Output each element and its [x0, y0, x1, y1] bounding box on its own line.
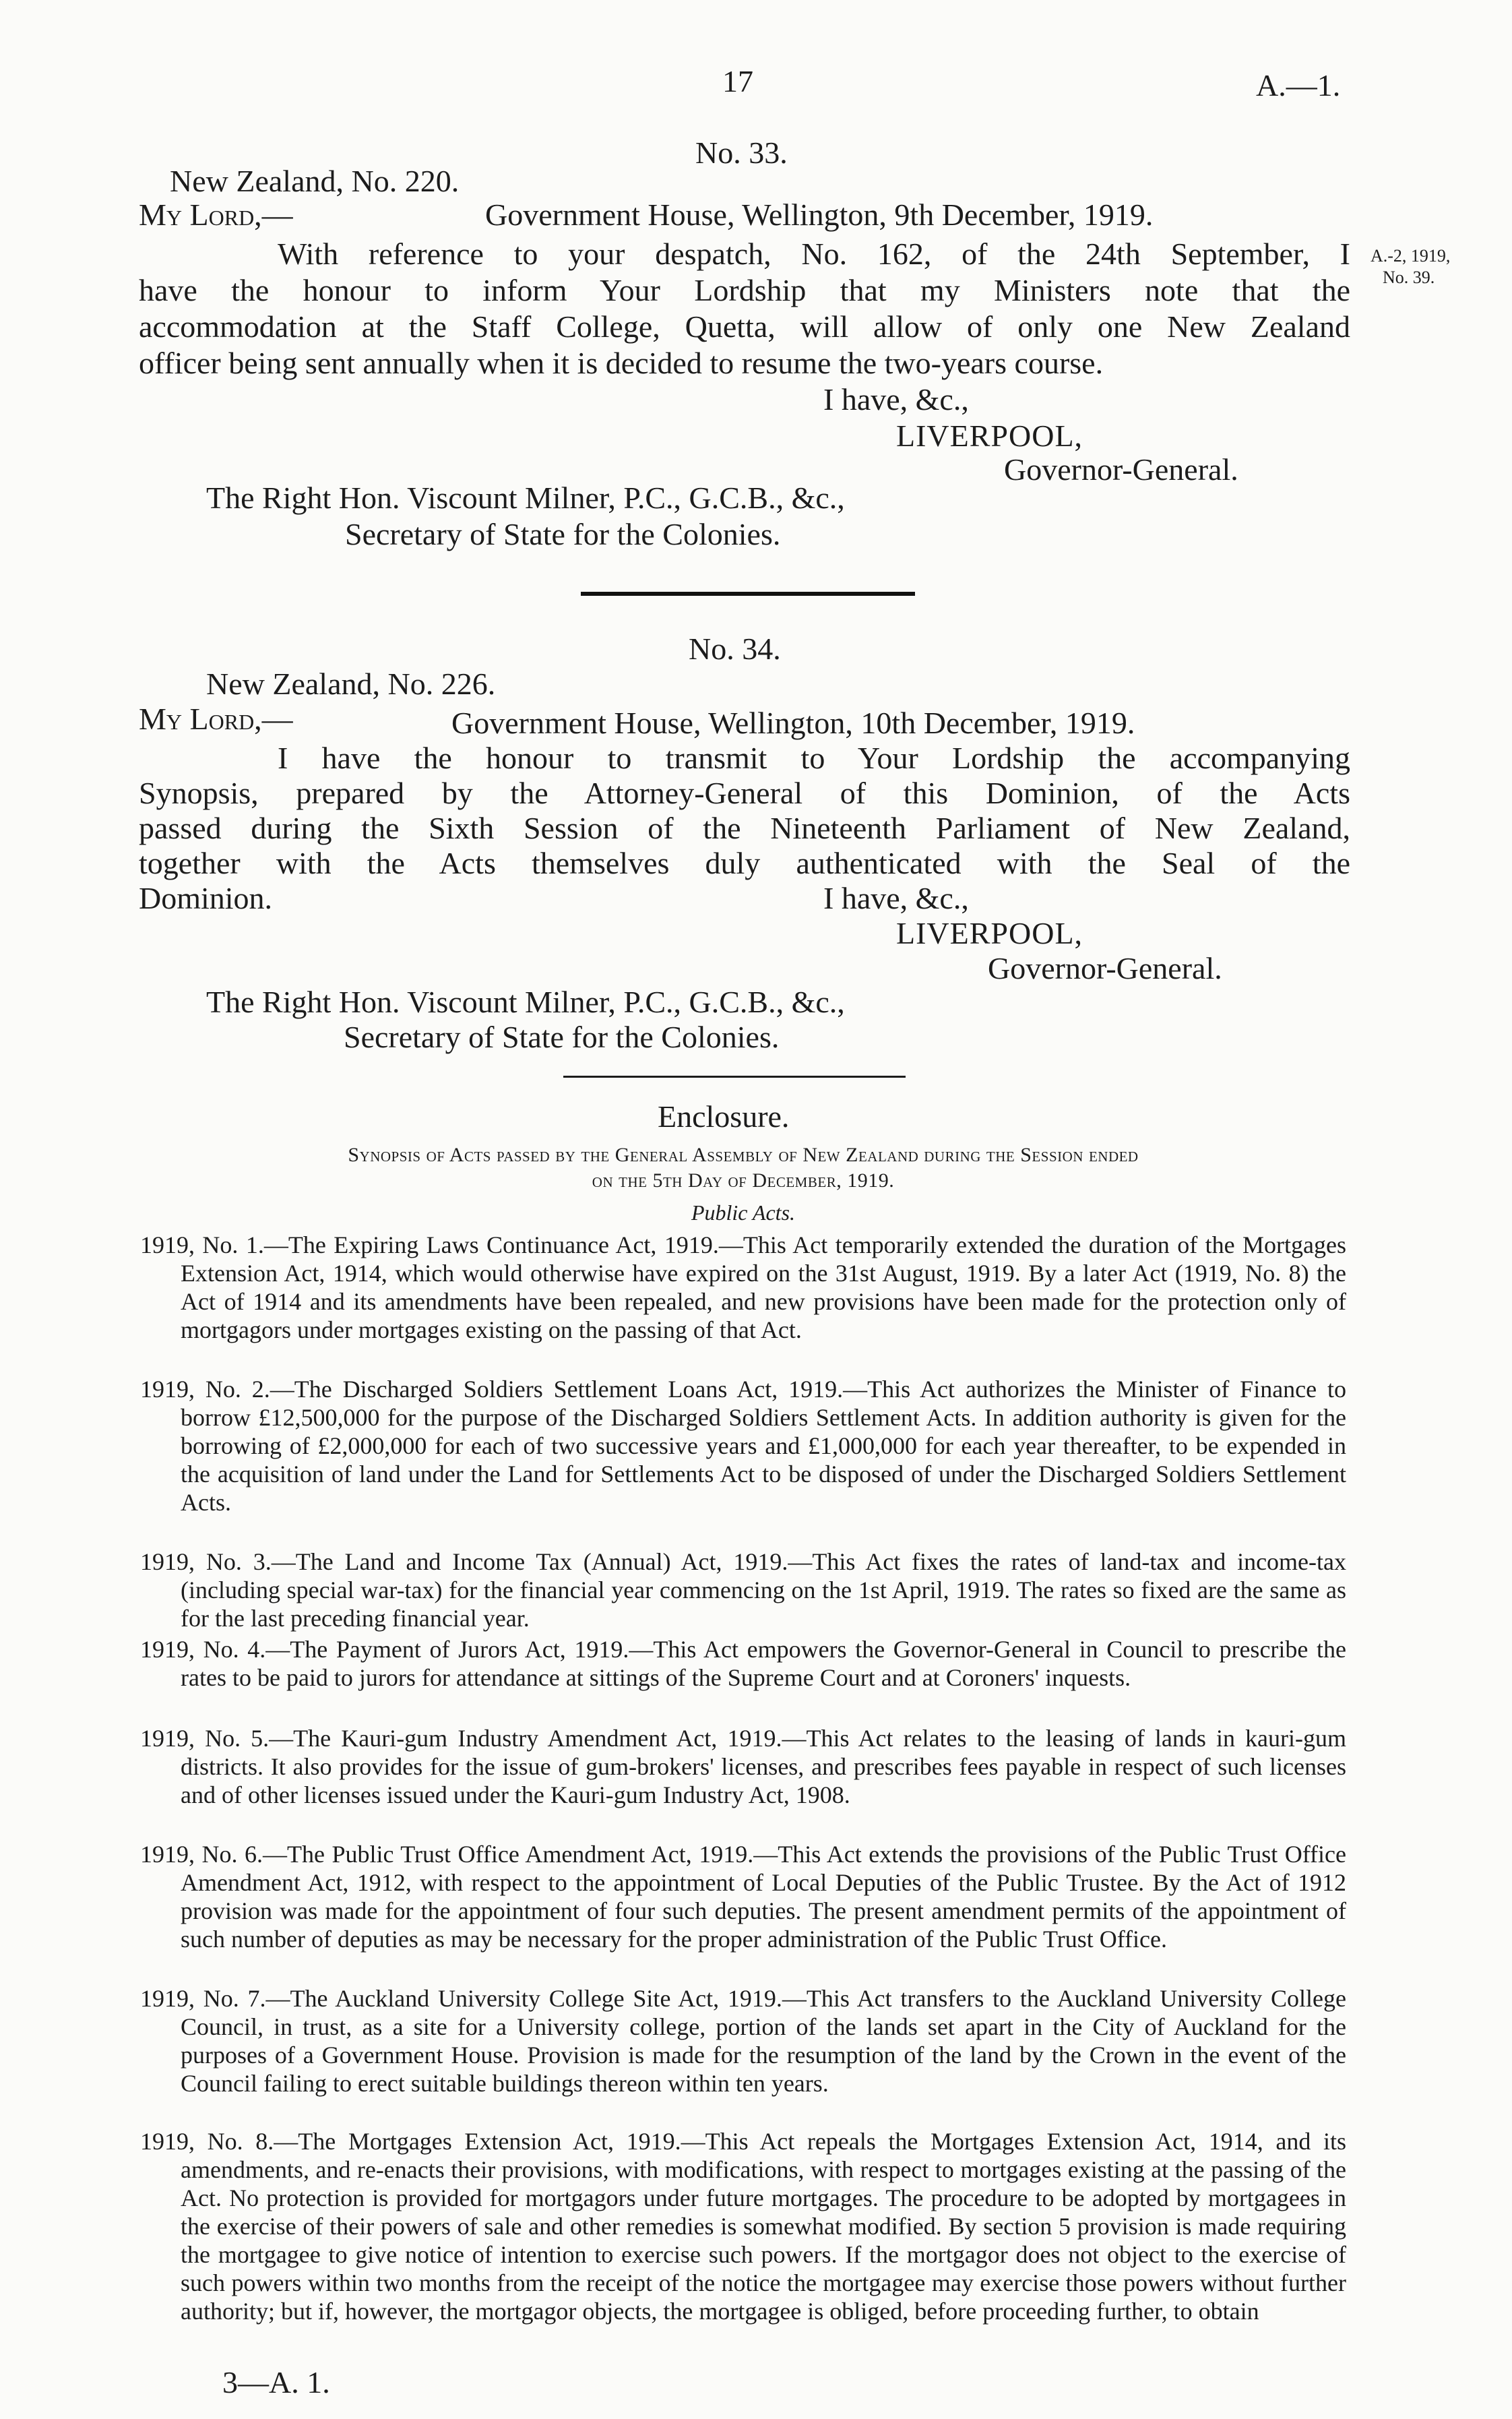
signature: LIVERPOOL, [896, 419, 1083, 453]
body-line: I have the honour to transmit to Your Lordship the accompanying [278, 741, 1350, 775]
margin-note [1371, 245, 1450, 288]
public-acts-subheading: Public Acts. [691, 1200, 796, 1225]
act-reference: 1919, No. 8.— [140, 2128, 298, 2155]
page-number: 17 [722, 64, 753, 98]
section-divider [581, 592, 915, 596]
signature-mark: 3—A. 1. [222, 2365, 330, 2399]
act-summary: The Kauri-gum Industry Amendment Act, 1919.—This Act relates to the leasing of lands in kauri-gum districts. It also provides for the issue of gum-brokers' licenses, and prescribes fees payable in respect of such licenses and of other licenses issued under the Kauri-gum Industry Act, 1908. [181, 1725, 1346, 1808]
margin-note-line: No. 39. [1383, 268, 1435, 287]
act-summary: The Auckland University College Site Act, 1919.—This Act transfers to the Auckland University College Council, in trust, as a site for a University college, portion of the lands set apart in the City of Auckland for the purposes of a Government House. Provision is made for the resumption of the land by the Crown in the event of the Council failing to erect suitable buildings thereon within ten years. [181, 1985, 1347, 2097]
act-summary: The Mortgages Extension Act, 1919.—This Act repeals the Mortgages Extension Act, 1914, and its amendments, and re-enacts their provisions, with modifications, with respect to mortgages existing at the passing of the Act. No protection is provided for mortgagors under future mortgages. The procedure to be adopted by mortgagees in the exercise of their powers of sale and other remedies is somewhat modified. By section 5 provision is made requiring the mortgagee to give notice of intention to exercise such powers. If the mortgagor does not object to the exercise of such powers within two months from the receipt of the notice the mortgagee may exercise those powers without further authority; but if, however, the mortgagor objects, the mortgagee is obliged, before proceeding further, to obtain [181, 2128, 1346, 2325]
act-reference: 1919, No. 1.— [140, 1231, 288, 1258]
act-entry [140, 1231, 1346, 1372]
act-entry [140, 1375, 1346, 1543]
body-line: Synopsis, prepared by the Attorney-General of this Dominion, of the Acts [139, 776, 1350, 810]
act-entry [140, 2127, 1346, 2356]
section-divider [563, 1076, 906, 1078]
act-reference: 1919, No. 5.— [140, 1725, 294, 1752]
act-reference: 1919, No. 3.— [140, 1548, 296, 1575]
despatch-number: No. 34. [689, 632, 781, 666]
addressee: The Right Hon. Viscount Milner, P.C., G.C.B., &c., [206, 481, 845, 515]
act-summary: The Public Trust Office Amendment Act, 1919.—This Act extends the provisions of the Public Trust Office Amendment Act, 1912, with respect to the appointment of Local Deputies of the Public Trustee. By the Act of 1912 provision was made for the appointment of four such deputies. The present amendment permits of the appointment of such number of deputies as may be necessary for the proper administration of the Public Trust Office. [181, 1841, 1346, 1953]
despatch-reference: New Zealand, No. 220. [170, 164, 460, 198]
addressee-office: Secretary of State for the Colonies. [344, 1020, 780, 1054]
signatory-title: Governor-General. [1004, 452, 1238, 487]
salutation: My Lord,— [139, 197, 293, 232]
despatch-number: No. 33. [695, 135, 788, 170]
enclosure-heading: Enclosure. [658, 1099, 790, 1134]
addressee: The Right Hon. Viscount Milner, P.C., G.C.B., &c., [206, 985, 845, 1019]
body-line: together with the Acts themselves duly authenticated with the Seal of the [139, 846, 1350, 880]
body-line: officer being sent annually when it is decided to resume the two-years course. [139, 346, 1104, 380]
act-entry [140, 1724, 1346, 1837]
body-line: passed during the Sixth Session of the Nineteenth Parliament of New Zealand, [139, 811, 1350, 845]
closing: I have, &c., [823, 881, 969, 915]
synopsis-title: Synopsis of Acts passed by the General Assembly of New Zealand during the Session ended [348, 1144, 1139, 1166]
act-entry [140, 1635, 1346, 1721]
place-date: Government House, Wellington, 10th December, 1919. [451, 706, 1135, 740]
margin-note-line: A.-2, 1919, [1371, 246, 1451, 266]
act-entry [140, 1548, 1346, 1634]
act-summary: The Expiring Laws Continuance Act, 1919.—This Act temporarily extended the duration of the Mortgages Extension Act, 1914, which would otherwise have expired on the 31st August, 1919. By a later Act (1919, No. 8) the Act of 1914 and its amendments have been repealed, and new provisions have been made for the protection only of mortgagors under mortgages existing on the passing of that Act. [181, 1231, 1347, 1343]
body-line: accommodation at the Staff College, Quetta, will allow of only one New Zealand [139, 309, 1350, 344]
act-reference: 1919, No. 2.— [140, 1376, 294, 1403]
document-reference: A.—1. [1256, 68, 1341, 102]
signatory-title: Governor-General. [988, 951, 1222, 985]
synopsis-title: on the 5th Day of December, 1919. [592, 1169, 895, 1192]
body-line: With reference to your despatch, No. 162, of the 24th September, I [278, 237, 1350, 271]
addressee-office: Secretary of State for the Colonies. [345, 517, 781, 551]
signature: LIVERPOOL, [896, 916, 1083, 950]
body-line: Dominion. [139, 881, 273, 915]
act-reference: 1919, No. 6.— [140, 1841, 287, 1868]
body-line: have the honour to inform Your Lordship that my Ministers note that the [139, 273, 1350, 307]
act-summary: The Land and Income Tax (Annual) Act, 1919.—This Act fixes the rates of land-tax and income-tax (including special war-tax) for the financial year commencing on the 1st April, 1919. The rates so fixed are the same as for the last preceding financial year. [181, 1548, 1346, 1632]
act-entry [140, 1840, 1346, 1982]
act-reference: 1919, No. 7.— [140, 1985, 290, 2012]
act-summary: The Payment of Jurors Act, 1919.—This Act empowers the Governor-General in Council to prescribe the rates to be paid to jurors for attendance at sittings of the Supreme Court and at Coroners' inquests. [181, 1636, 1347, 1691]
place-date: Government House, Wellington, 9th December, 1919. [485, 197, 1154, 232]
salutation: My Lord,— [139, 702, 293, 736]
act-reference: 1919, No. 4.— [140, 1636, 290, 1663]
act-summary: The Discharged Soldiers Settlement Loans Act, 1919.—This Act authorizes the Minister of Finance to borrow £12,500,000 for the purpose of the Discharged Soldiers Settlement Acts. In addition authority is given for the borrowing of £2,000,000 for each of two successive years and £1,000,000 for each year thereafter, to be expended in the acquisition of land under the Land for Settlements Act to be disposed of under the Discharged Soldiers Settlement Acts. [181, 1376, 1347, 1516]
despatch-reference: New Zealand, No. 226. [206, 667, 496, 701]
closing: I have, &c., [823, 382, 969, 417]
act-entry [140, 1984, 1346, 2126]
